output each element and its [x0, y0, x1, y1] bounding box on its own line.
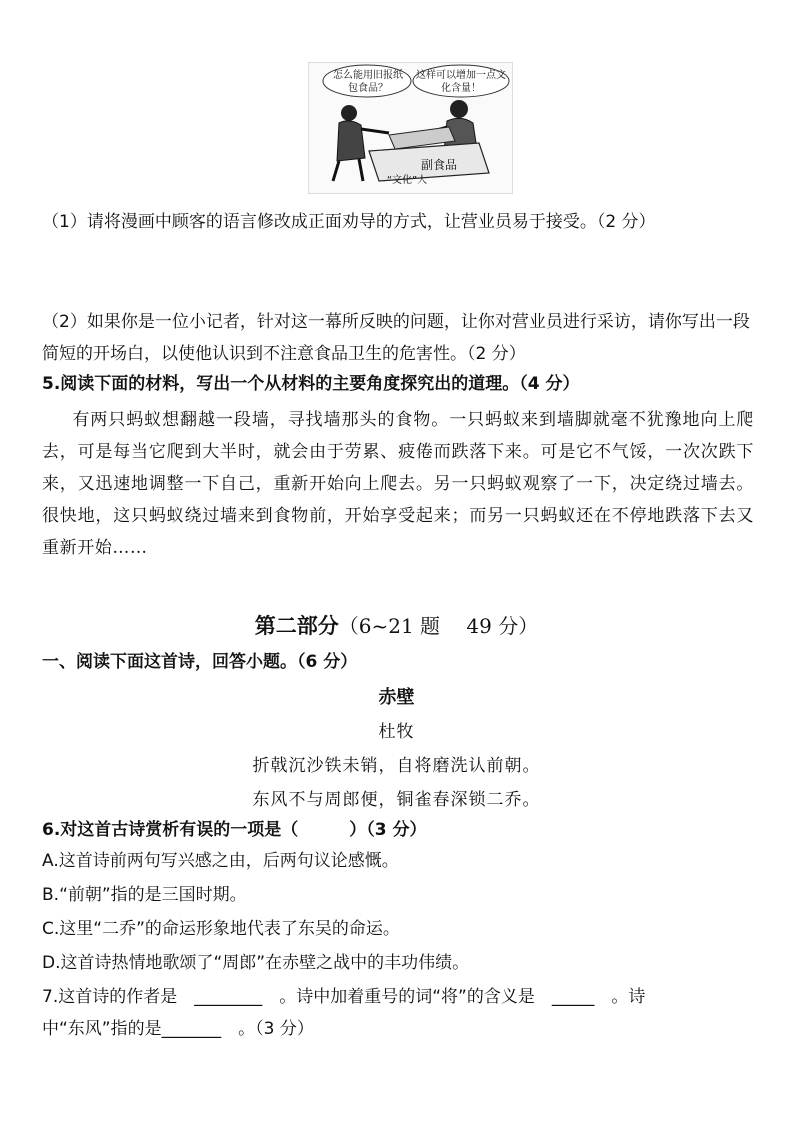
poem-line-1: 折戟沉沙铁未销，自将磨洗认前朝。 [252, 756, 541, 776]
customer-speech: 怎么能用旧报纸包食品？ [333, 70, 403, 94]
comic-caption: “文化”人 [386, 175, 428, 186]
question-6: 6.对这首古诗赏析有误的一项是（ ）（3 分） [42, 820, 427, 840]
comic-illustration [308, 62, 513, 194]
box-label: 副食品 [421, 158, 458, 172]
question-5: 5.阅读下面的材料，写出一个从材料的主要角度探究出的道理。（4 分） [42, 374, 580, 394]
part-range-text: （6~21 题 49 分） [338, 614, 539, 638]
clerk-speech: 这样可以增加一点文化含量！ [416, 70, 506, 94]
passage-text: 有两只蚂蚁想翻越一段墙，寻找墙那头的食物。一只蚂蚁来到墙脚就毫不犹豫地向上爬去，可是每当它爬到大半时，就会由于劳累、疲倦而跌落下来。可是它不气馁，一次次跌下来，又迅速地调整一下自己，重新开始向上爬去。另一只蚂蚁观察了一下，决定绕过墙去。很快地，这只蚂蚁绕过墙来到食物前，开始享受起来；而另一只蚂蚁还在不停地跌落下去又重新开始…… [42, 410, 754, 558]
poem-line-2: 东风不与周郎便，铜雀春深锁二乔。 [252, 790, 541, 810]
option-b: B.“前朝”指的是三国时期。 [42, 885, 247, 905]
poem-title: 赤壁 [378, 687, 415, 708]
section-1-heading: 一、阅读下面这首诗，回答小题。（6 分） [42, 652, 358, 672]
question-7-line-1: 7.这首诗的作者是 ________ 。诗中加着重号的词“将”的含义是 _____ 。诗 [42, 987, 646, 1007]
question-4-1: （1）请将漫画中顾客的语言修改成正面劝导的方式，让营业员易于接受。（2 分） [42, 212, 656, 232]
poem-author: 杜牧 [378, 722, 415, 742]
question-7-line-2: 中“东风”指的是_______ 。（3 分） [42, 1019, 314, 1039]
option-a: A.这首诗前两句写兴感之由，后两句议论感慨。 [42, 851, 399, 871]
option-c: C.这里“二乔”的命运形象地代表了东吴的命运。 [42, 919, 400, 939]
question-4-2: （2）如果你是一位小记者，针对这一幕所反映的问题，让你对营业员进行采访，请你写出一段简短的开场白，以使他认识到不注意食品卫生的危害性。（2 分） [42, 312, 750, 364]
option-d: D.这首诗热情地歌颂了“周郎”在赤壁之战中的丰功伟绩。 [42, 953, 470, 973]
question-5-passage [42, 404, 754, 564]
part-2-title [0, 610, 793, 640]
part-title-text: 第二部分 [254, 613, 339, 638]
